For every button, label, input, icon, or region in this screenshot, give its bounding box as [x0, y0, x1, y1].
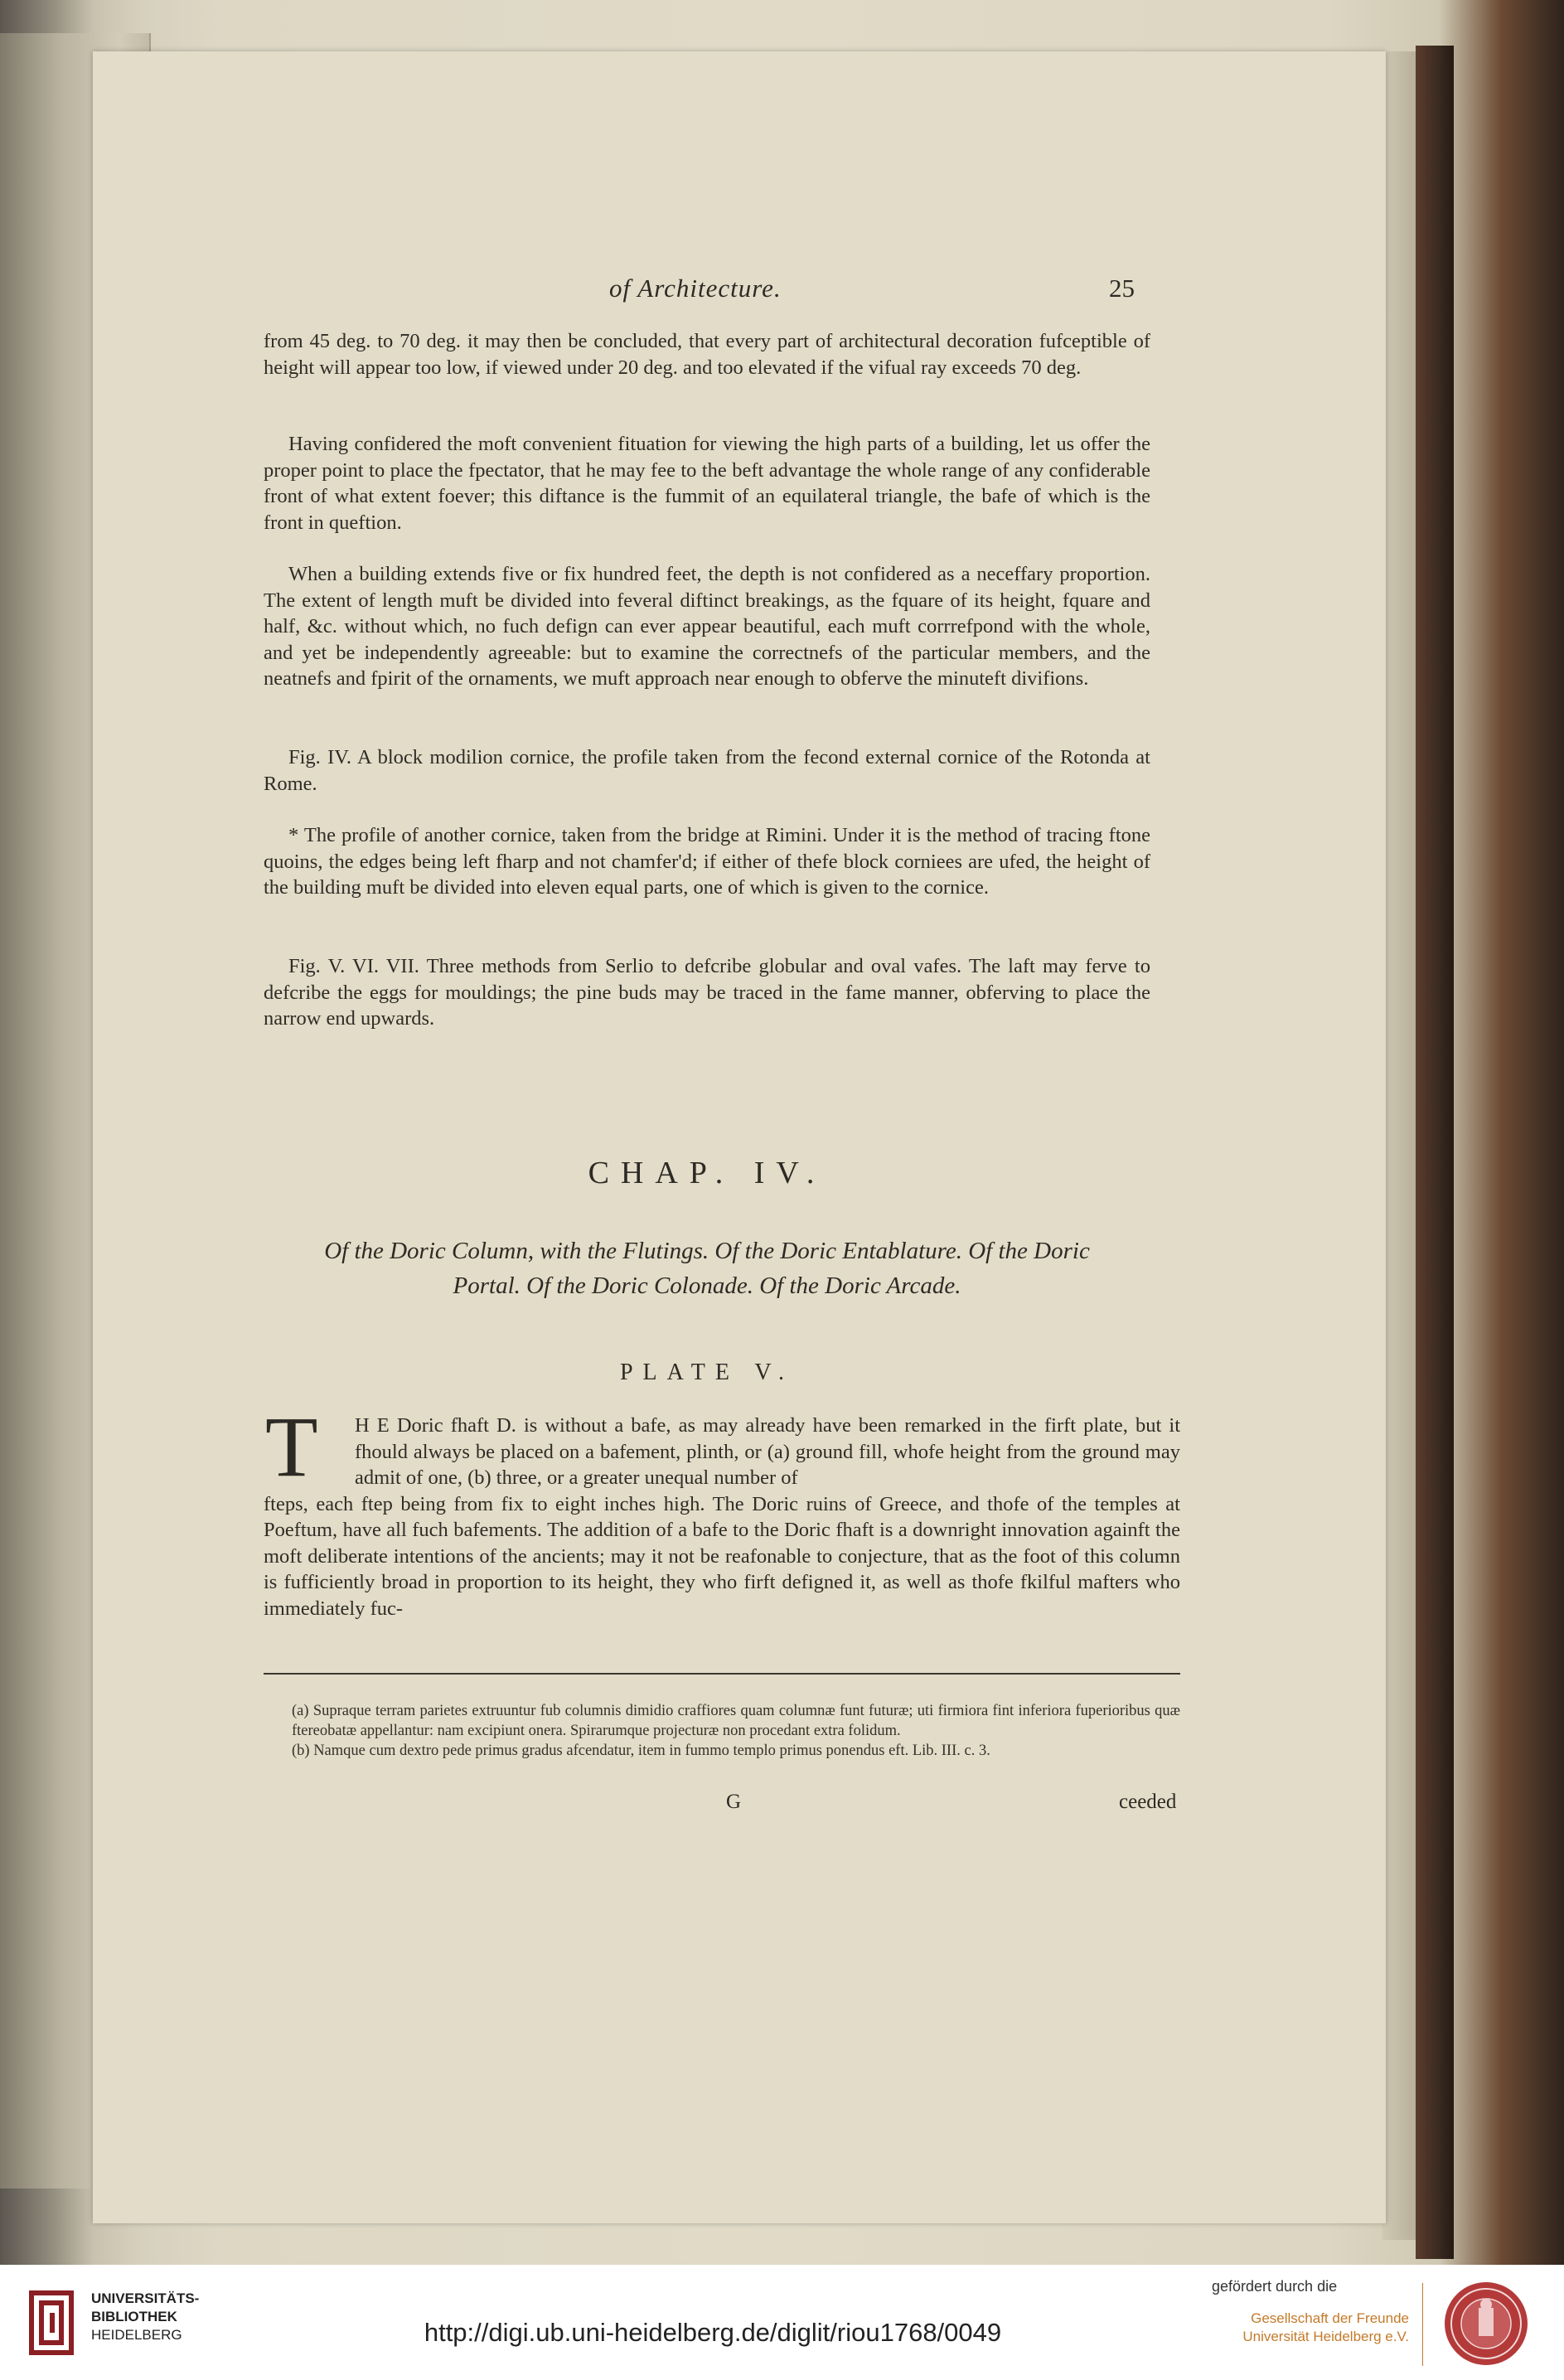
paragraph-3: When a building extends five or fix hundred feet, the depth is not confidered as a neceffary proportion. The extent of length muft be divided into feveral diftinct breakings, as the fquare of its height, fquare and half, &c. without which, no fuch defign can ever appear beautiful, each muft corrrefpond with the whole, and yet be independently agreeable: but to examine the correctnefs of the particular members, and the neatnefs and fpirit of the ornaments, we muft approach near enough to obferve the minuteft divifions. [264, 563, 1150, 690]
chapter-subtitle-line-2: Portal. Of the Doric Colonade. Of the Doric Arcade. [453, 1272, 961, 1299]
library-name-line-1: UNIVERSITÄTS- [91, 2290, 200, 2306]
book-cover-edge [1416, 46, 1454, 2259]
chapter-subtitle [264, 1234, 1150, 1303]
library-name-line-3: HEIDELBERG [91, 2327, 182, 2343]
running-head: of Architecture. [609, 274, 782, 303]
university-library-logo-icon [28, 2290, 75, 2356]
paragraph-fig-v-vii: Fig. V. VI. VII. Three methods from Serlio to defcribe globular and oval vafes. The laft may ferve to defcribe the eggs for mouldings; the pine buds may be traced in the fame manner, obferving to place the narrow end upwards. [264, 955, 1150, 1030]
chapter-subtitle-line-1: Of the Doric Column, with the Flutings. Of the Doric Entablature. Of the Doric [324, 1238, 1090, 1264]
plate-paragraph-lead: H E Doric fhaft D. is without a bafe, as may already have been remarked in the firft plate, but it fhould always be placed on a bafement, plinth, or (a) ground fill, whofe height from the ground may admit of one, (b) three, or a greater unequal number of [355, 1414, 1180, 1489]
sponsor-label: gefördert durch die [1212, 2278, 1338, 2295]
drop-cap: T [265, 1399, 318, 1495]
paragraph-fig-iv: Fig. IV. A block modilion cornice, the profile taken from the fecond external cornice of the Rotonda at Rome. [264, 746, 1150, 795]
paragraph-2: Having confidered the moft convenient fituation for viewing the high parts of a building, let us offer the proper point to place the fpectator, that he may fee to the beft advantage the whole range of any confiderable front of what extent foever; this diftance is the fummit of an equilateral triangle, the bafe of which is the front in queftion. [264, 433, 1150, 534]
page-stack-edge [1382, 51, 1416, 2240]
catchword: ceeded [1119, 1791, 1177, 1813]
footer-divider [1422, 2283, 1423, 2366]
plate-paragraph [264, 1413, 1180, 1621]
paragraph-cornice-note: * The profile of another cornice, taken from the bridge at Rimini. Under it is the method of tracing ftone quoins, the edges being left fharp and not chamfer'd; if either of thefe block corniees are ufed, the height of the building muft be divided into eleven equal parts, one of which is given to the cornice. [264, 824, 1150, 899]
footnotes [292, 1701, 1180, 1761]
permalink-url[interactable]: http://digi.ub.uni-heidelberg.de/diglit/riou1768/0049 [424, 2318, 1002, 2347]
sponsor-name-line-2: Universität Heidelberg e.V. [1242, 2329, 1409, 2344]
sponsor-name-line-1: Gesellschaft der Freunde [1251, 2310, 1409, 2326]
library-name [91, 2290, 199, 2344]
plate-paragraph-rest: fteps, each ftep being from fix to eight inches high. The Doric ruins of Greece, and thofe of the temples at Poeftum, have all fuch bafements. The addition of a bafe to the Doric fhaft is a downright innovation againft the moft deliberate intentions of the ancients; may it not be reafonable to conjecture, that as the foot of this column is fufficiently broad in proportion to its height, they who firft defigned it, as well as thofe fkilful mafters who immediately fuc- [264, 1492, 1180, 1620]
footnote-rule [264, 1673, 1180, 1675]
plate-heading: PLATE V. [619, 1360, 795, 1385]
signature-mark: G [726, 1791, 742, 1813]
chapter-title: CHAP. IV. [588, 1156, 826, 1190]
footnote-b: (b) Namque cum dextro pede primus gradus afcendatur, item in fummo templo primus ponendus eft. Lib. III. c. 3. [292, 1743, 990, 1759]
viewer-footer [0, 2265, 1564, 2380]
library-name-line-2: BIBLIOTHEK [91, 2309, 177, 2324]
sponsor-name[interactable] [1218, 2310, 1409, 2346]
paragraph-1: from 45 deg. to 70 deg. it may then be concluded, that every part of architectural decoration fufceptible of height will appear too low, if viewed under 20 deg. and too elevated if the vifual ray exceeds 70 deg. [264, 330, 1150, 379]
footnote-a: (a) Supraque terram parietes extruuntur fub columnis dimidio craffiores quam columnæ funt futuræ; uti firmiora fint inferiora fuperioribus quæ ftereobatæ appellantur: nam excipiunt onera. Spirarumque projecturæ non procedant extra folidum. [292, 1703, 1180, 1739]
university-seal-icon [1442, 2280, 1530, 2368]
page-number: 25 [1109, 274, 1135, 303]
